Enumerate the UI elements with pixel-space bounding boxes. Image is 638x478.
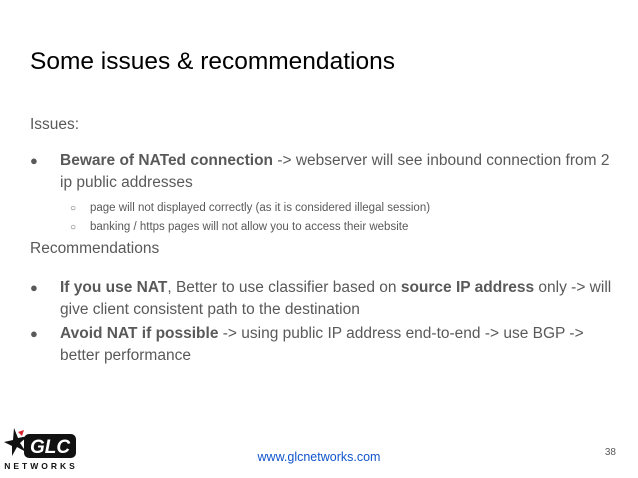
sub-item — [60, 199, 620, 218]
issue-sublist — [60, 199, 620, 237]
recommendation-text: -> using public IP address end-to-end -> use BGP -> better performance — [60, 325, 584, 364]
sub-item-text: page will not displayed correctly (as it is considered illegal session) — [90, 202, 431, 214]
recommendations-list — [30, 277, 620, 367]
recommendation-text: only -> will give client consistent path to the destination — [60, 279, 612, 318]
logo-subtext: NETWORKS — [4, 461, 78, 471]
recommendation-item — [30, 323, 620, 367]
recommendation-bold-text: If you use NAT — [60, 279, 168, 296]
sub-item — [60, 218, 620, 237]
recommendation-item — [30, 277, 620, 321]
page-number: 38 — [604, 447, 616, 458]
recommendations-heading: Recommendations — [30, 240, 160, 257]
issues-heading: Issues: — [30, 116, 80, 133]
issue-text: -> webserver will see inbound connection from 2 ip public addresses — [60, 152, 610, 191]
issue-bold-text: Beware of NATed connection — [60, 152, 274, 169]
website-link[interactable]: www.glcnetworks.com — [257, 450, 381, 464]
hollow-bullet-icon: ○ — [70, 203, 77, 214]
bullet-icon: ● — [30, 153, 38, 168]
hollow-bullet-icon: ○ — [70, 222, 77, 233]
slide-title: Some issues & recommendations — [30, 48, 395, 75]
recommendation-bold-text: Avoid NAT if possible — [60, 325, 219, 342]
logo-text: GLC — [29, 437, 71, 458]
bullet-icon: ● — [30, 326, 38, 341]
recommendation-bold-text: source IP address — [400, 279, 535, 296]
bullet-icon: ● — [30, 280, 38, 295]
issues-list — [30, 150, 620, 237]
issue-item — [30, 150, 620, 237]
recommendation-text: , Better to use classifier based on — [167, 279, 401, 296]
sub-item-text: banking / https pages will not allow you to access their website — [90, 221, 409, 233]
